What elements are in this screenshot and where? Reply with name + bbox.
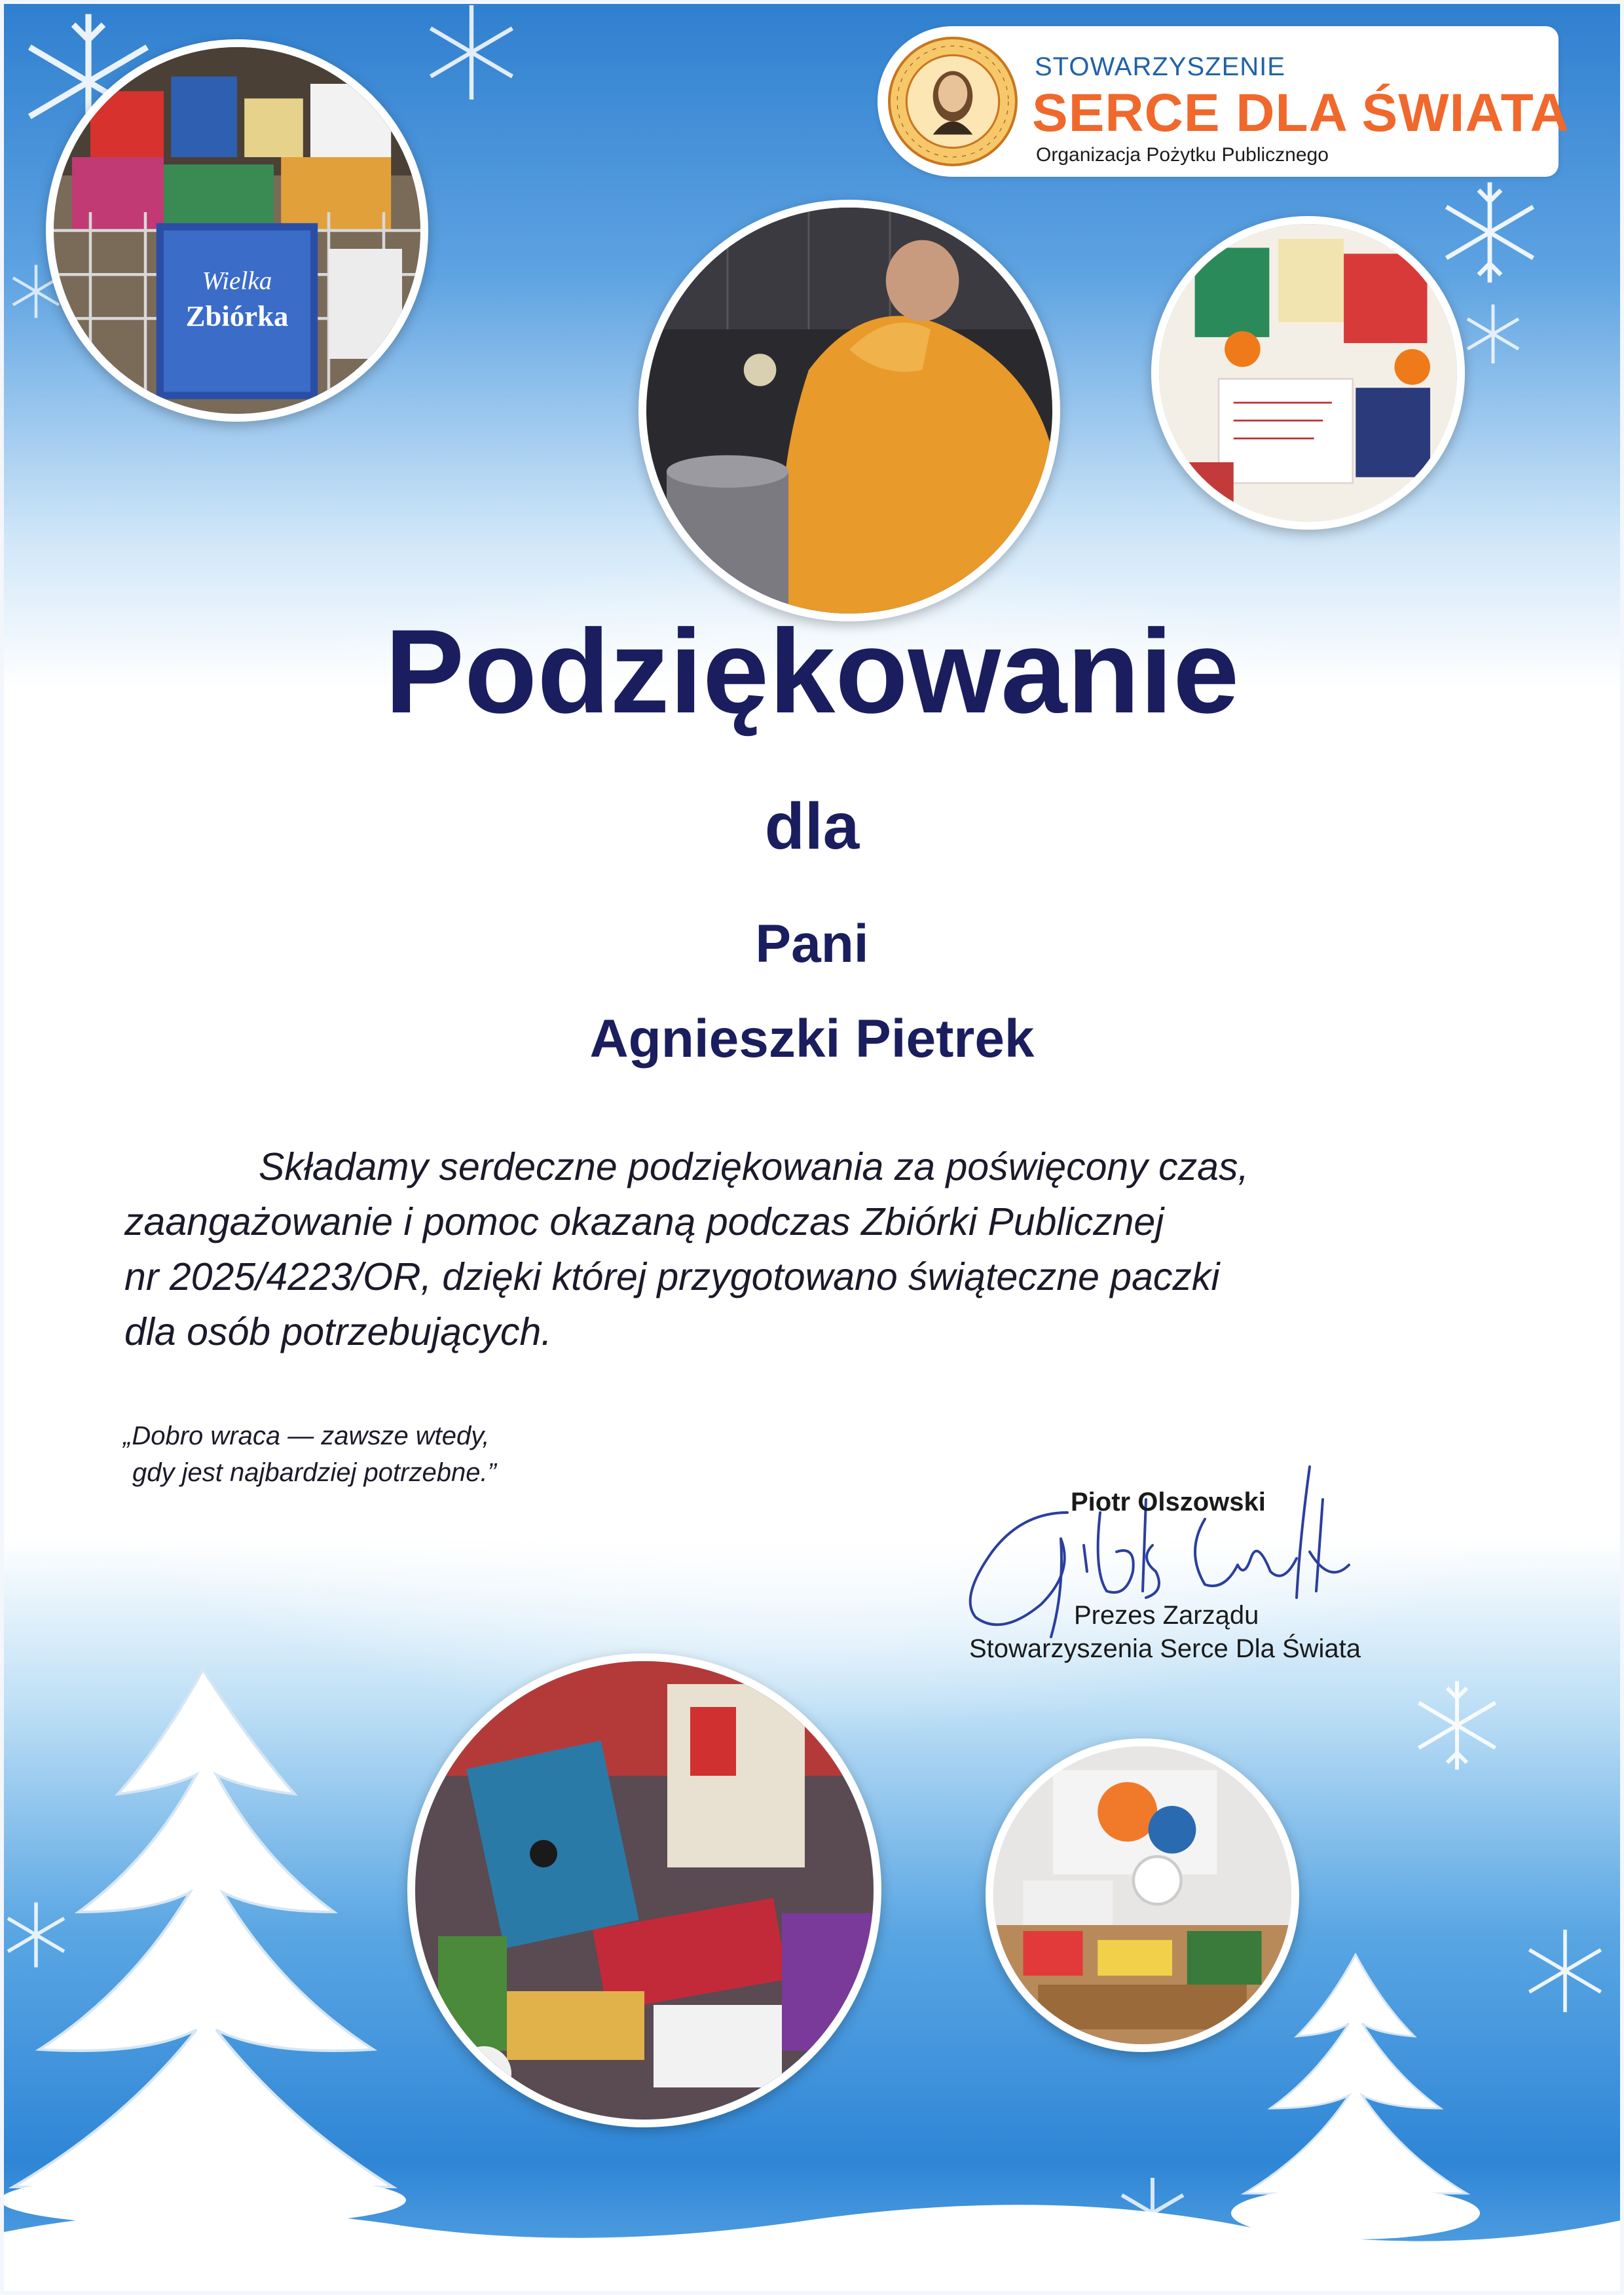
snowflake-icon [1460, 301, 1526, 367]
certificate-body [124, 1139, 1500, 1359]
poster-line-1: Wielka [202, 266, 272, 295]
photo-volunteer-at-kettle [638, 200, 1060, 621]
snowflake-icon [1408, 1676, 1506, 1774]
quote-line: „Dobro wraca — zawsze wtedy, [123, 1422, 490, 1450]
body-line: nr 2025/4223/OR, dzięki której przygotowano świąteczne paczki [124, 1255, 1220, 1298]
snowflake-icon [1519, 1925, 1611, 2017]
photo-christmas-cards [1151, 216, 1465, 530]
logo-main-line: SERCE DLA ŚWIATA [1032, 83, 1570, 143]
quote [123, 1418, 496, 1491]
quote-line: gdy jest najbardziej potrzebne.” [132, 1458, 496, 1487]
poster-line-2: Zbiórka [185, 299, 289, 333]
body-line: dla osób potrzebujących. [124, 1310, 552, 1353]
organization-logo [877, 26, 1570, 177]
signatory-role: Prezes Zarządu [1074, 1601, 1259, 1630]
recipient-name: Agnieszki Pietrek [589, 1009, 1035, 1069]
logo-top-line: STOWARZYSZENIE [1035, 52, 1285, 81]
snowy-tree-right [1231, 1951, 1480, 2259]
recipient-honorific: Pani [755, 914, 869, 974]
certificate-title: Podziękowanie [384, 604, 1240, 738]
snowflake-icon [1113, 2174, 1192, 2252]
snowflake-icon [406, 0, 537, 105]
photo-shopping-cart-donations [46, 39, 428, 422]
body-line: Składamy serdeczne podziękowania za poświęcony czas, [259, 1145, 1249, 1188]
logo-sub-line: Organizacja Pożytku Publicznego [1036, 144, 1329, 166]
body-line: zaangażowanie i pomoc okazaną podczas Zbiórki Publicznej [124, 1200, 1164, 1243]
certificate-for-word: dla [764, 790, 860, 863]
signatory-organization: Stowarzyszenia Serce Dla Świata [969, 1634, 1361, 1663]
snowflake-icon [1434, 177, 1545, 288]
signatory-name: Piotr Olszowski [1071, 1488, 1266, 1516]
snowy-tree-left [0, 1663, 406, 2226]
organization-seal-icon [887, 35, 1019, 168]
photo-gift-packages [407, 1653, 881, 2127]
